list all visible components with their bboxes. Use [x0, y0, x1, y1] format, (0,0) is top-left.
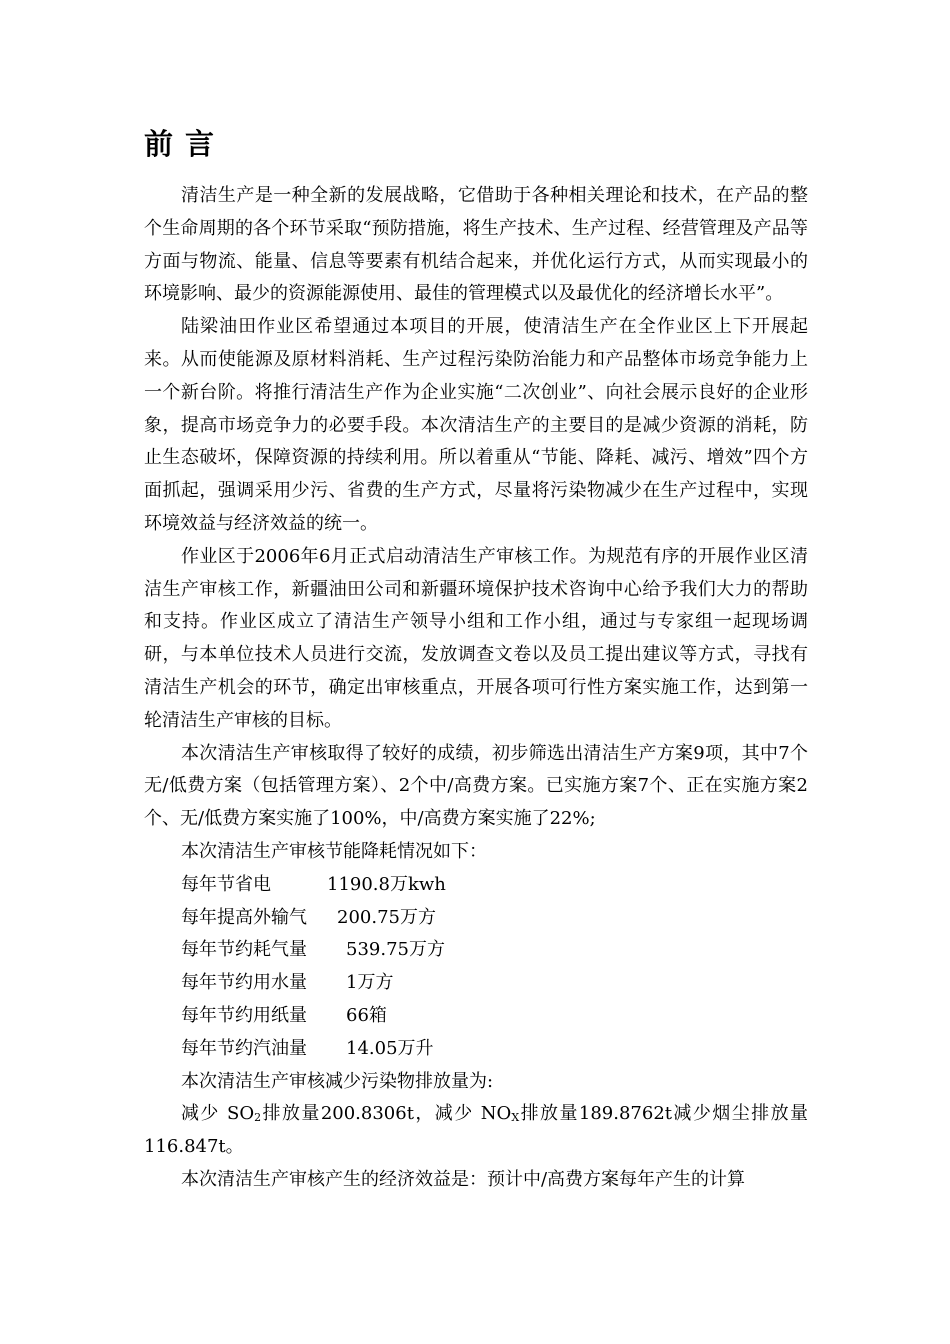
paragraph-emissions-intro: 本次清洁生产审核减少污染物排放量为:	[181, 1070, 494, 1092]
savings-value: 14.05万升	[346, 1037, 434, 1059]
savings-item	[144, 934, 808, 967]
savings-item	[144, 1000, 808, 1033]
emissions-text-3: 排放量189.8762t减少烟尘排放量116.847t。	[144, 1103, 809, 1158]
savings-label: 每年节约用纸量	[181, 1004, 307, 1026]
savings-label: 每年提高外输气	[181, 906, 307, 928]
savings-label: 每年节约耗气量	[181, 939, 307, 961]
paragraph-process: 作业区于2006年6月正式启动清洁生产审核工作。为规范有序的开展作业区清洁生产审核工作，新疆油田公司和新疆环境保护技术咨询中心给予我们大力的帮助和支持。作业区成立了清洁生产领导小组和工作小组，通过与专家组一起现场调研，与本单位技术人员进行交流，发放调查文卷以及员工提出建议等方式，寻找有清洁生产机会的环节，确定出审核重点，开展各项可行性方案实施工作，达到第一轮清洁生产审核的目标。	[144, 545, 808, 731]
savings-item	[144, 967, 808, 1000]
paragraph-intro: 清洁生产是一种全新的发展战略，它借助于各种相关理论和技术，在产品的整个生命周期的各个环节采取“预防措施，将生产技术、生产过程、经营管理及产品等方面与物流、能量、信息等要素有机结合起来，并优化运行方式，从而实现最小的环境影响、最少的资源能源使用、最佳的管理模式以及最优化的经济增长水平”。	[144, 185, 808, 305]
savings-value: 1万方	[346, 972, 394, 994]
emissions-text-2: 排放量200.8306t，减少 NO	[261, 1103, 512, 1125]
savings-item	[144, 1033, 808, 1066]
paragraph-savings-intro: 本次清洁生产审核节能降耗情况如下：	[181, 840, 487, 862]
emissions-text-1: 减少 SO	[181, 1103, 255, 1125]
savings-value: 200.75万方	[337, 906, 436, 928]
savings-label: 每年节约汽油量	[181, 1037, 307, 1059]
savings-value: 66箱	[346, 1004, 387, 1026]
savings-label: 每年节约用水量	[181, 972, 307, 994]
paragraph-results: 本次清洁生产审核取得了较好的成绩，初步筛选出清洁生产方案9项，其中7个无/低费方案（包括管理方案）、2个中/高费方案。已实施方案7个、正在实施方案2个、无/低费方案实施了100%，中/高费方案实施了22%;	[144, 742, 808, 830]
document-body	[144, 180, 808, 1197]
paragraph-goals: 陆梁油田作业区希望通过本项目的开展，使清洁生产在全作业区上下开展起来。从而使能源及原材料消耗、生产过程污染防治能力和产品整体市场竞争能力上一个新台阶。将推行清洁生产作为企业实施“二次创业”、向社会展示良好的企业形象，提高市场竞争力的必要手段。本次清洁生产的主要目的是减少资源的消耗，防止生态破坏，保障资源的持续利用。所以着重从“节能、降耗、减污、增效”四个方面抓起，强调采用少污、省费的生产方式，尽量将污染物减少在生产过程中，实现环境效益与经济效益的统一。	[144, 316, 808, 534]
page-title: 前言	[144, 127, 227, 161]
emissions-subscript-so2: 2	[254, 1111, 262, 1125]
paragraph-emissions	[144, 1098, 808, 1164]
savings-item	[144, 902, 808, 935]
savings-label: 每年节省电	[181, 873, 271, 895]
savings-value: 1190.8万kwh	[327, 873, 446, 895]
savings-value: 539.75万方	[346, 939, 445, 961]
paragraph-economic: 本次清洁生产审核产生的经济效益是：预计中/高费方案每年产生的计算	[181, 1168, 746, 1190]
savings-item	[144, 869, 808, 902]
emissions-subscript-nox: X	[511, 1111, 520, 1125]
